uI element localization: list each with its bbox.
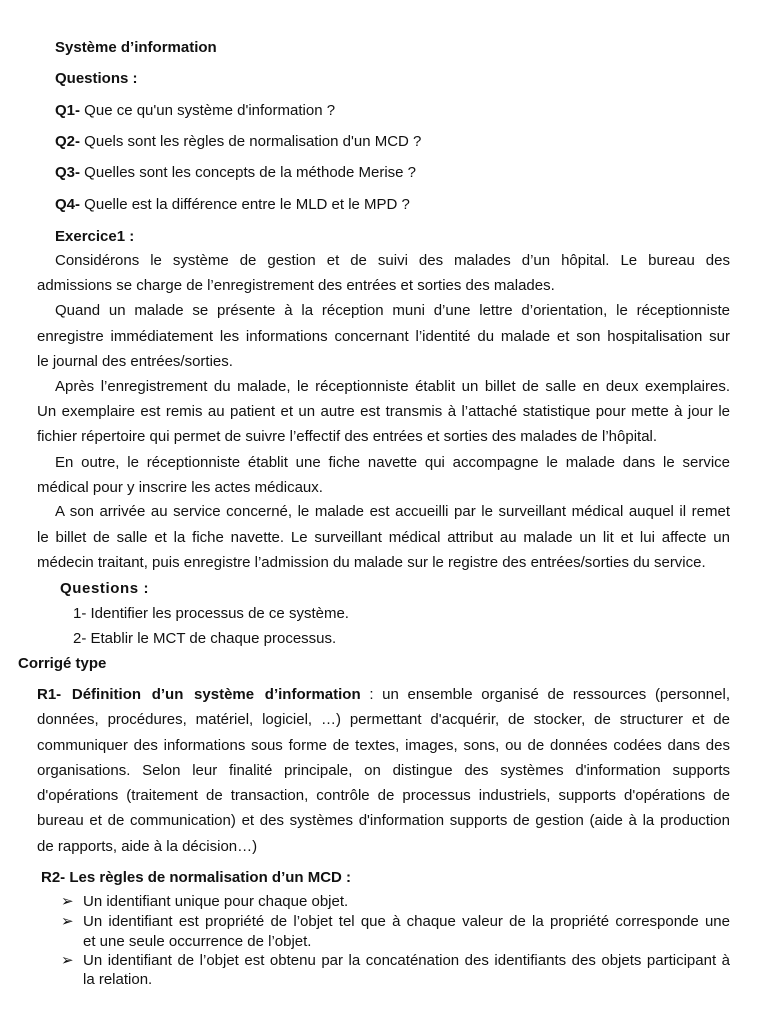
paragraph-line: Un exemplaire est remis au patient et un autre est transmis à l’attaché statistique pour mette à jour le — [37, 403, 730, 420]
question-number: Q4- — [55, 196, 81, 213]
r2-heading: R2- Les règles de normalisation d’un MCD : — [41, 869, 352, 886]
paragraph-line: d'opérations (traitement de transaction, contrôle de processus industriels, supports d'opérations de — [37, 787, 730, 804]
list-item: Un identifiant unique pour chaque objet. — [83, 893, 349, 910]
questions-heading: Questions : — [55, 70, 138, 87]
paragraph-line: enregistre immédiatement les informations concernant l’identité du malade et son hospitalisation sur — [37, 328, 730, 345]
paragraph-line: médecin traitant, puis enregistre l’admission du malade sur le registre des entrées/sorties du service. — [37, 554, 706, 571]
paragraph-line: A son arrivée au service concerné, le malade est accueilli par le surveillant médical auquel il remet — [55, 503, 730, 520]
r1-line — [37, 685, 730, 705]
question-item — [55, 101, 335, 121]
r1-label: R1- Définition d’un système d’information — [37, 686, 361, 703]
question-text: Que ce qu'un système d'information ? — [80, 102, 336, 119]
document-title: Système d’information — [55, 39, 217, 56]
arrow-bullet-icon: ➢ — [61, 952, 74, 969]
paragraph-line: le journal des entrées/sorties. — [37, 353, 233, 370]
exercice-question-item: 1- Identifier les processus de ce système. — [73, 605, 349, 622]
paragraph-line: médical pour y inscrire les actes médicaux. — [37, 479, 323, 496]
arrow-bullet-icon: ➢ — [61, 913, 74, 930]
paragraph-line: le billet de salle et la fiche navette. Le surveillant médical attribut au malade un lit et lui affecte un — [37, 529, 730, 546]
question-number: Q1- — [55, 102, 81, 119]
paragraph-line: admissions se charge de l’enregistrement des entrées et sorties des malades. — [37, 277, 555, 294]
list-item: Un identifiant de l’objet est obtenu par la concaténation des identifiants des objets participant à — [83, 952, 730, 969]
paragraph-line: Quand un malade se présente à la réception muni d’une lettre d’orientation, le réceptionniste — [55, 302, 730, 319]
exercice-heading: Exercice1 : — [55, 228, 135, 245]
question-text: Quelle est la différence entre le MLD et le MPD ? — [80, 196, 410, 213]
paragraph-line: données, procédures, matériel, logiciel, …) permettant d'acquérir, de stocker, de structurer et de — [37, 711, 730, 728]
question-number: Q3- — [55, 164, 81, 181]
question-text: Quelles sont les concepts de la méthode Merise ? — [80, 164, 417, 181]
exercice-questions-heading: Questions : — [60, 580, 150, 597]
paragraph-line: bureau et de communication) et des systèmes d'information supports de gestion (aide à la production — [37, 812, 730, 829]
r1-text: : un ensemble organisé de ressources (personnel, — [360, 686, 730, 703]
paragraph-line: fichier répertoire qui permet de suivre l’effectif des entrées et sorties des malades de l’hôpital. — [37, 428, 658, 445]
question-item — [55, 195, 410, 215]
paragraph-line: En outre, le réceptionniste établit une fiche navette qui accompagne le malade dans le service — [55, 454, 730, 471]
arrow-bullet-icon: ➢ — [61, 893, 74, 910]
paragraph-line: Considérons le système de gestion et de suivi des malades d’un hôpital. Le bureau des — [55, 252, 730, 269]
list-item: Un identifiant est propriété de l’objet tel que à chaque valeur de la propriété corresponde une — [83, 913, 730, 930]
list-item-continuation: la relation. — [83, 971, 153, 988]
question-item — [55, 163, 416, 183]
question-number: Q2- — [55, 133, 81, 150]
paragraph-line: de rapports, aide à la décision…) — [37, 838, 258, 855]
exercice-question-item: 2- Etablir le MCT de chaque processus. — [73, 630, 337, 647]
paragraph-line: organisations. Selon leur finalité principale, on distingue des systèmes d'information supports — [37, 762, 730, 779]
paragraph-line: Après l’enregistrement du malade, le réceptionniste établit un billet de salle en deux exemplaires. — [55, 378, 730, 395]
question-item — [55, 132, 421, 152]
corrige-heading: Corrigé type — [18, 655, 107, 672]
question-text: Quels sont les règles de normalisation d'un MCD ? — [80, 133, 422, 150]
list-item-continuation: et une seule occurrence de l’objet. — [83, 933, 312, 950]
paragraph-line: communiquer des informations sous forme de textes, images, sons, ou de données codées dans des — [37, 737, 730, 754]
